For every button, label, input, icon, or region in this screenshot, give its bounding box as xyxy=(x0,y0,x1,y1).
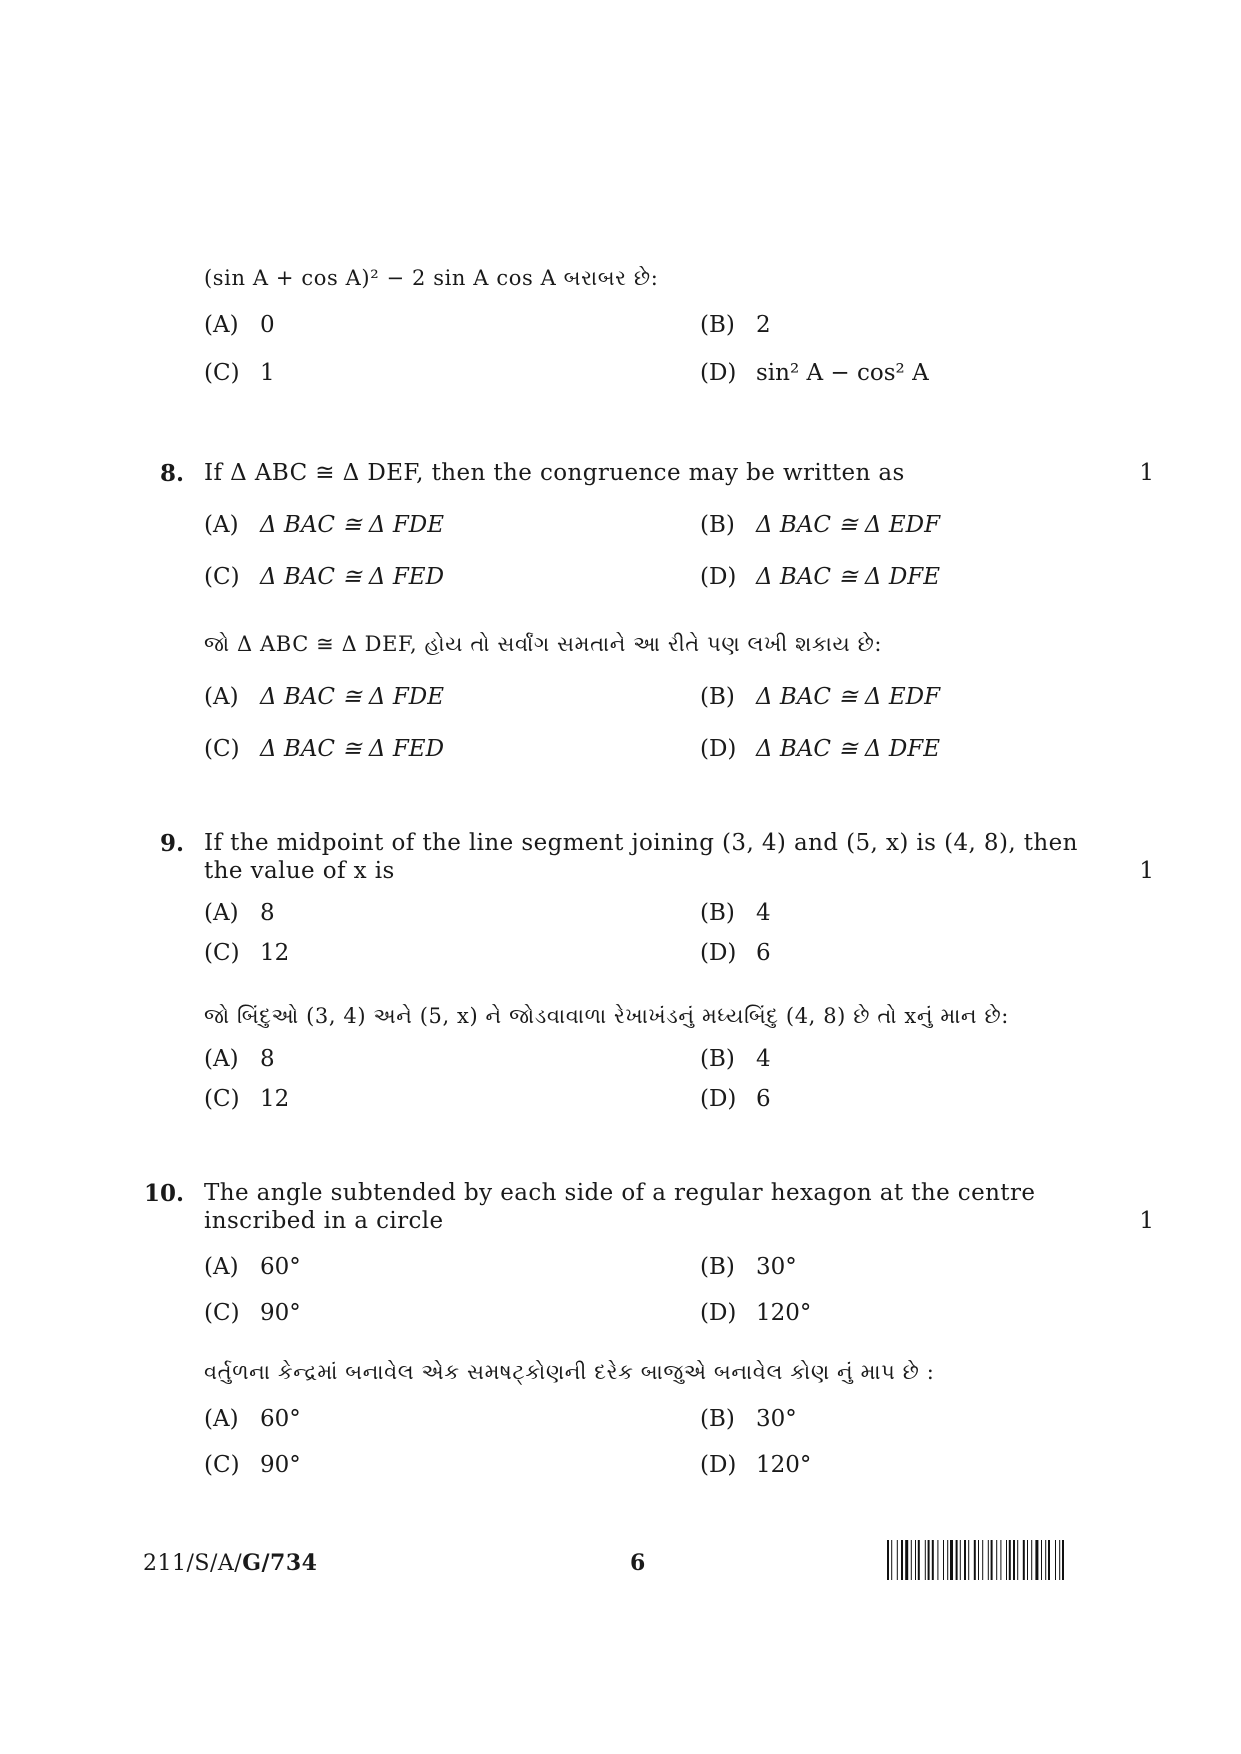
q7-option-c: (C) 1 xyxy=(204,360,275,386)
q10-marks: 1 xyxy=(1139,1208,1154,1234)
q9-gu-option-c: (C) 12 xyxy=(204,1086,290,1112)
q8-option-b: (B) Δ BAC ≅ Δ EDF xyxy=(700,512,941,538)
paper-code: 211/S/A/G/734 xyxy=(143,1550,318,1576)
q8-option-a: (A) Δ BAC ≅ Δ FDE xyxy=(204,512,445,538)
q8-stem-english: If Δ ABC ≅ Δ DEF, then the congruence may be written as xyxy=(204,460,905,486)
q9-gu-option-a: (A) 8 xyxy=(204,1046,275,1072)
q8-stem-gujarati: જો Δ ABC ≅ Δ DEF, હોય તો સર્વાંગ સમતાને આ રીતે પણ લખી શકાય છે: xyxy=(204,632,883,656)
q7-option-a: (A) 0 xyxy=(204,312,275,338)
barcode-icon xyxy=(887,1540,1145,1580)
q8-marks: 1 xyxy=(1139,460,1154,486)
q8-number: 8. xyxy=(159,460,184,487)
q10-stem-english-line2: inscribed in a circle xyxy=(204,1208,444,1234)
q8-gu-option-d: (D) Δ BAC ≅ Δ DFE xyxy=(700,736,941,762)
q9-stem-gujarati: જો બિંદુઓ (3, 4) અને (5, x) ને જોડવાવાળા રેખાખંડનું મધ્યબિંદુ (4, 8) છે તો xનું માન છે: xyxy=(204,1004,1009,1028)
q9-option-d: (D) 6 xyxy=(700,940,771,966)
q9-gu-option-d: (D) 6 xyxy=(700,1086,771,1112)
q10-gu-option-c: (C) 90° xyxy=(204,1452,301,1478)
q10-gu-option-b: (B) 30° xyxy=(700,1406,797,1432)
q10-option-d: (D) 120° xyxy=(700,1300,812,1326)
page-number: 6 xyxy=(630,1550,646,1576)
q9-stem-english-line1: If the midpoint of the line segment joining (3, 4) and (5, x) is (4, 8), then xyxy=(204,830,1078,856)
q10-option-a: (A) 60° xyxy=(204,1254,301,1280)
q9-option-a: (A) 8 xyxy=(204,900,275,926)
q7-option-d: (D) sin² A − cos² A xyxy=(700,360,929,386)
q8-option-d: (D) Δ BAC ≅ Δ DFE xyxy=(700,564,941,590)
q10-gu-option-d: (D) 120° xyxy=(700,1452,812,1478)
q10-number: 10. xyxy=(143,1180,184,1207)
q10-option-c: (C) 90° xyxy=(204,1300,301,1326)
q10-option-b: (B) 30° xyxy=(700,1254,797,1280)
q10-stem-gujarati: વર્તુળના કેન્દ્રમાં બનાવેલ એક સમષટ્કોણની દરેક બાજુએ બનાવેલ કોણ નું માપ છે : xyxy=(204,1360,935,1384)
q10-stem-english-line1: The angle subtended by each side of a regular hexagon at the centre xyxy=(204,1180,1036,1206)
q7-option-b: (B) 2 xyxy=(700,312,771,338)
q9-option-b: (B) 4 xyxy=(700,900,771,926)
q9-marks: 1 xyxy=(1139,858,1154,884)
q7-stem-gujarati: (sin A + cos A)² − 2 sin A cos A બરાબર છે: xyxy=(204,266,659,290)
q9-stem-english-line2: the value of x is xyxy=(204,858,395,884)
q9-gu-option-b: (B) 4 xyxy=(700,1046,771,1072)
q8-gu-option-c: (C) Δ BAC ≅ Δ FED xyxy=(204,736,445,762)
q8-option-c: (C) Δ BAC ≅ Δ FED xyxy=(204,564,445,590)
q8-gu-option-a: (A) Δ BAC ≅ Δ FDE xyxy=(204,684,445,710)
q9-number: 9. xyxy=(159,830,184,857)
q10-gu-option-a: (A) 60° xyxy=(204,1406,301,1432)
q9-option-c: (C) 12 xyxy=(204,940,290,966)
q8-gu-option-b: (B) Δ BAC ≅ Δ EDF xyxy=(700,684,941,710)
